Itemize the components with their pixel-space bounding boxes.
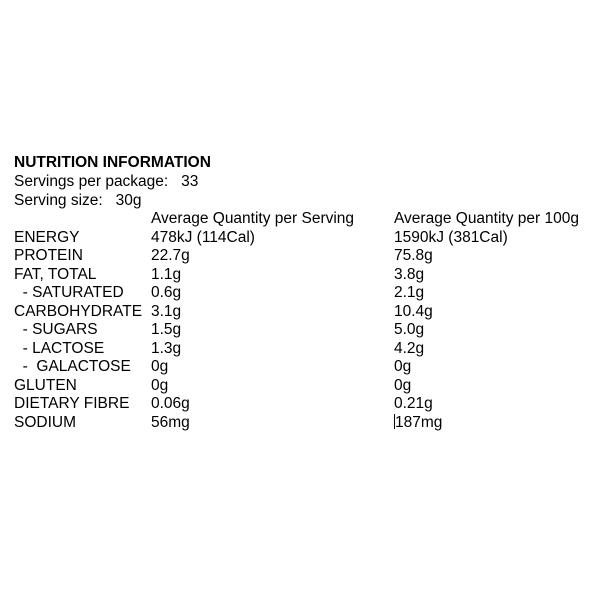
nutrient-per-100g: 1590kJ (381Cal): [394, 228, 508, 246]
nutrient-per-serving: 478kJ (114Cal): [151, 228, 255, 246]
nutrient-name: CARBOHYDRATE: [14, 302, 143, 320]
nutrient-row-protein: [14, 247, 586, 266]
nutrient-per-100g: 4.2g: [394, 339, 425, 357]
nutrition-panel: [14, 154, 586, 432]
column-header-per-100g: Average Quantity per 100g: [394, 210, 579, 227]
servings-per-package-row: [14, 173, 586, 192]
nutrient-row-energy: [14, 229, 586, 248]
nutrient-row-sodium: [14, 414, 586, 433]
serving-size-value: 30g: [115, 191, 142, 209]
nutrient-per-100g: 187mg: [395, 413, 443, 431]
nutrient-name: DIETARY FIBRE: [14, 395, 130, 412]
nutrient-row-gluten: [14, 377, 586, 396]
serving-size-label: Serving size:: [14, 191, 103, 209]
nutrient-per-100g: 0g: [394, 358, 412, 375]
nutrient-name: FAT, TOTAL: [14, 265, 97, 283]
nutrient-row-sugars: [14, 321, 586, 340]
nutrient-per-serving: 3.1g: [151, 302, 182, 320]
nutrient-per-100g: 75.8g: [394, 247, 433, 264]
nutrient-row-saturated: [14, 284, 586, 303]
serving-size-row: [14, 192, 586, 211]
nutrient-row-galactose: [14, 358, 586, 377]
nutrient-per-serving: 1.5g: [151, 321, 182, 338]
nutrient-per-100g: 5.0g: [394, 321, 425, 338]
nutrient-per-serving: 1.3g: [151, 339, 182, 357]
nutrient-per-serving: 22.7g: [151, 247, 190, 264]
nutrient-name: - LACTOSE: [14, 339, 105, 357]
nutrient-name: ENERGY: [14, 228, 80, 246]
column-header-per-serving: Average Quantity per Serving: [151, 210, 355, 227]
nutrient-name: GLUTEN: [14, 376, 77, 394]
nutrient-row-dietary-fibre: [14, 395, 586, 414]
nutrient-name: PROTEIN: [14, 247, 83, 264]
column-header-row: [14, 210, 586, 229]
nutrient-per-100g: 0.21g: [394, 395, 433, 412]
nutrition-title: NUTRITION INFORMATION: [14, 154, 211, 171]
nutrient-name: SODIUM: [14, 413, 76, 431]
servings-per-package-label: Servings per package:: [14, 173, 169, 190]
nutrient-per-100g: 3.8g: [394, 265, 425, 283]
nutrient-per-serving: 0.06g: [151, 395, 190, 412]
nutrient-per-100g: 2.1g: [394, 284, 425, 301]
nutrient-row-carbohydrate: [14, 303, 586, 322]
nutrient-per-100g: 10.4g: [394, 302, 433, 320]
nutrient-name: - GALACTOSE: [14, 358, 131, 375]
nutrient-per-serving: 0g: [151, 358, 169, 375]
nutrient-name: - SUGARS: [14, 321, 98, 338]
nutrient-per-100g: 0g: [394, 376, 412, 394]
nutrient-row-lactose: [14, 340, 586, 359]
nutrient-per-serving: 0.6g: [151, 284, 182, 301]
nutrient-per-serving: 0g: [151, 376, 169, 394]
servings-per-package-value: 33: [181, 173, 199, 190]
nutrient-name: - SATURATED: [14, 284, 124, 301]
nutrient-per-serving: 56mg: [151, 413, 190, 431]
nutrient-per-serving: 1.1g: [151, 265, 182, 283]
nutrient-row-fat-total: [14, 266, 586, 285]
nutrient-per-100g-cell: [394, 414, 442, 433]
